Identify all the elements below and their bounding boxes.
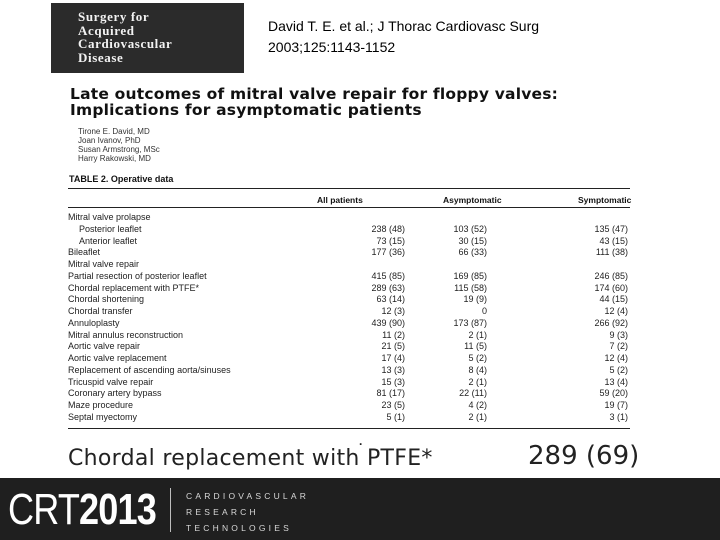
table-row	[68, 236, 630, 248]
cell-symptomatic: 7 (2)	[609, 341, 628, 352]
cell-asymptomatic: 4 (2)	[468, 400, 487, 410]
cell-symptomatic: 174 (60)	[594, 282, 628, 293]
cell-asymptomatic: 19 (9)	[463, 294, 487, 305]
table-bottom-rule	[68, 428, 630, 429]
cell-all-patients: 439 (90)	[371, 317, 405, 328]
table-row	[68, 412, 630, 424]
table-row	[68, 330, 630, 342]
cell-symptomatic: 135 (47)	[594, 223, 628, 234]
cell-all-patients: 23 (5)	[381, 400, 405, 410]
cell-symptomatic: 111 (38)	[595, 247, 628, 258]
cell-symptomatic: 266 (92)	[594, 317, 628, 328]
cell-symptomatic: 12 (4)	[604, 306, 628, 316]
cell-symptomatic: 44 (15)	[599, 294, 628, 305]
crt-logo	[8, 486, 156, 534]
paper-title	[70, 86, 558, 118]
row-label: Chordal transfer	[68, 306, 133, 316]
citation-line-2: 2003;125:1143-1152	[268, 39, 396, 55]
cell-asymptomatic: 0	[481, 306, 487, 316]
cell-symptomatic: 9 (3)	[609, 329, 628, 340]
row-label: Replacement of ascending aorta/sinuses	[68, 364, 231, 375]
journal-section-badge	[51, 3, 244, 73]
cell-all-patients: 415 (85)	[371, 270, 405, 281]
cell-symptomatic: 43 (15)	[599, 235, 628, 246]
paper-title-line-2: Implications for asymptomatic patients	[70, 101, 422, 119]
cell-all-patients: 289 (63)	[371, 282, 405, 293]
row-label: Mitral annulus reconstruction	[68, 329, 184, 340]
org-line: RESEARCH	[186, 507, 259, 517]
table-row	[68, 212, 630, 224]
row-label: Anterior leaflet	[79, 235, 138, 246]
row-label: Mitral valve prolapse	[68, 212, 151, 222]
cell-asymptomatic: 2 (1)	[468, 329, 487, 340]
table-row	[68, 283, 630, 295]
journal-line: Acquired	[78, 22, 135, 38]
table-row	[68, 365, 630, 377]
citation	[268, 16, 539, 58]
journal-line: Cardiovascular	[78, 36, 173, 51]
cell-all-patients: 5 (1)	[386, 411, 405, 422]
table-row	[68, 271, 630, 283]
cell-asymptomatic: 22 (11)	[459, 388, 487, 399]
cell-all-patients: 15 (3)	[381, 376, 405, 387]
cell-asymptomatic: 115 (58)	[454, 282, 487, 293]
cell-all-patients: 11 (2)	[382, 329, 405, 340]
table-row	[68, 224, 630, 236]
row-label: Aortic valve replacement	[68, 353, 167, 363]
highlight-value: 289 (69)	[528, 441, 640, 471]
author: Joan Ivanov, PhD	[78, 136, 141, 145]
cell-symptomatic: 3 (1)	[609, 411, 628, 422]
table-row	[68, 259, 630, 271]
cell-all-patients: 238 (48)	[371, 223, 405, 234]
citation-line-1: David T. E. et al.; J Thorac Cardiovasc Surg	[268, 18, 540, 34]
column-header-asymptomatic: Asymptomatic	[443, 195, 502, 205]
row-label: Posterior leaflet	[79, 223, 142, 234]
table-row	[68, 341, 630, 353]
table-row	[68, 377, 630, 389]
row-label: Chordal shortening	[68, 294, 145, 305]
cell-asymptomatic: 2 (1)	[468, 376, 487, 387]
row-label: Mitral valve repair	[68, 259, 140, 269]
table-row	[68, 400, 630, 412]
table-header-rule	[68, 207, 630, 208]
cell-asymptomatic: 173 (87)	[453, 317, 487, 328]
cell-asymptomatic: 103 (52)	[453, 223, 487, 234]
author: Tirone E. David, MD	[78, 127, 150, 136]
cell-asymptomatic: 30 (15)	[458, 235, 487, 246]
cell-asymptomatic: 5 (2)	[468, 353, 487, 363]
org-line: CARDIOVASCULAR	[186, 491, 310, 501]
logo-year: 2013	[79, 485, 157, 534]
author: Susan Armstrong, MSc	[78, 145, 160, 154]
cell-asymptomatic: 8 (4)	[468, 364, 487, 375]
journal-line: Disease	[78, 49, 124, 65]
table-top-rule	[68, 188, 630, 189]
cell-symptomatic: 59 (20)	[599, 388, 628, 399]
cell-symptomatic: 19 (7)	[604, 400, 628, 410]
cell-asymptomatic: 169 (85)	[453, 270, 487, 281]
cell-symptomatic: 246 (85)	[594, 270, 628, 281]
row-label: Partial resection of posterior leaflet	[68, 270, 207, 281]
table-row	[68, 294, 630, 306]
row-label: Chordal replacement with PTFE*	[68, 282, 200, 293]
cell-symptomatic: 13 (4)	[604, 376, 628, 387]
cell-asymptomatic: 11 (5)	[464, 341, 487, 352]
journal-line: Surgery for	[78, 9, 150, 24]
cell-all-patients: 177 (36)	[371, 247, 405, 258]
row-label: Tricuspid valve repair	[68, 376, 154, 387]
cell-all-patients: 73 (15)	[376, 235, 405, 246]
row-label: Bileaflet	[68, 247, 101, 258]
table-row	[68, 353, 630, 365]
cell-symptomatic: 12 (4)	[604, 353, 628, 363]
row-label: Coronary artery bypass	[68, 388, 162, 399]
cell-all-patients: 81 (17)	[376, 388, 405, 399]
row-label: Maze procedure	[68, 400, 134, 410]
cell-symptomatic: 5 (2)	[609, 364, 628, 375]
author: Harry Rakowski, MD	[78, 154, 151, 163]
logo-crt: CRT	[8, 485, 80, 534]
author-list	[78, 127, 160, 163]
row-label: Annuloplasty	[68, 317, 120, 328]
cell-asymptomatic: 2 (1)	[468, 411, 487, 422]
column-header-all-patients: All patients	[317, 195, 363, 205]
cell-all-patients: 13 (3)	[381, 364, 405, 375]
column-header-symptomatic: Symptomatic	[578, 195, 632, 205]
paper-title-line-1: Late outcomes of mitral valve repair for floppy valves:	[70, 85, 559, 103]
table-row	[68, 306, 630, 318]
footer-divider	[170, 488, 171, 532]
org-line: TECHNOLOGIES	[186, 523, 292, 533]
cell-all-patients: 63 (14)	[376, 294, 405, 305]
table-row	[68, 388, 630, 400]
table-row	[68, 247, 630, 259]
table-row	[68, 318, 630, 330]
marker-dot: .	[359, 434, 363, 448]
cell-asymptomatic: 66 (33)	[458, 247, 487, 258]
row-label: Aortic valve repair	[68, 341, 141, 352]
highlight-label: Chordal replacement with PTFE*	[68, 446, 433, 471]
org-name	[186, 488, 309, 536]
row-label: Septal myectomy	[68, 411, 138, 422]
cell-all-patients: 21 (5)	[381, 341, 405, 352]
cell-all-patients: 17 (4)	[381, 353, 405, 363]
cell-all-patients: 12 (3)	[381, 306, 405, 316]
footer-banner	[0, 478, 720, 540]
table-caption: TABLE 2. Operative data	[69, 174, 174, 184]
